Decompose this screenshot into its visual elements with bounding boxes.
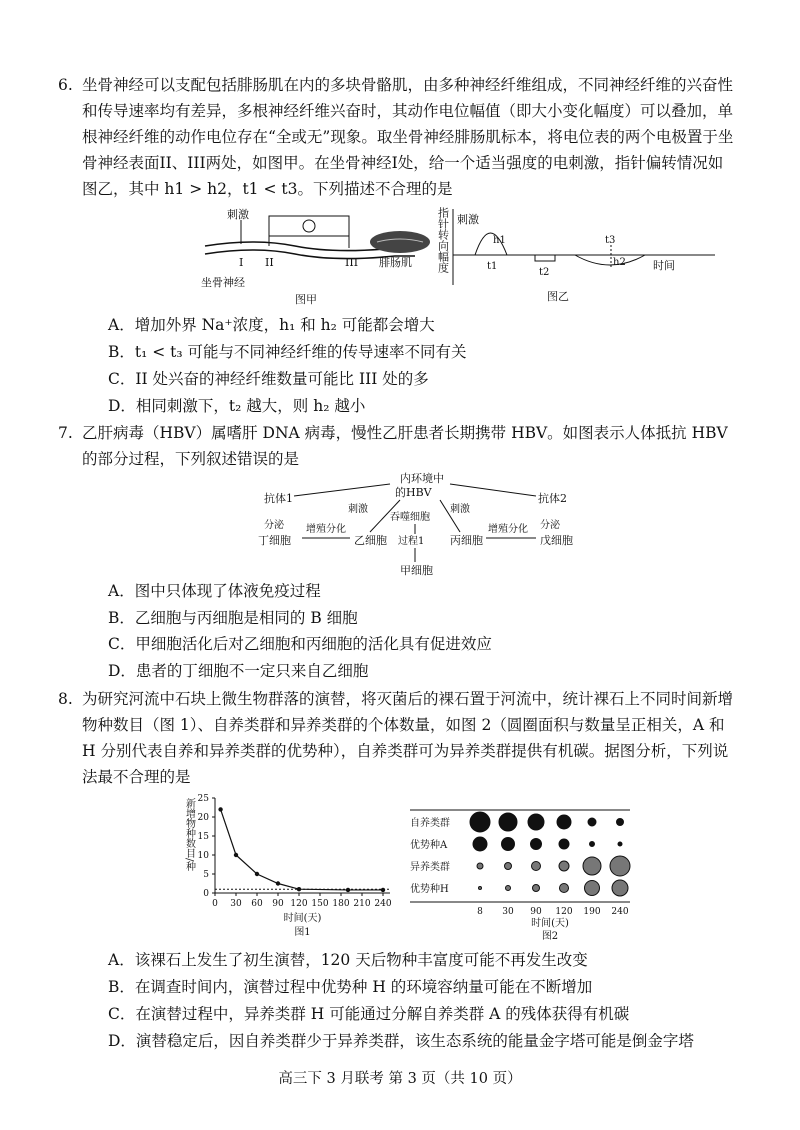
- h1-label: h1: [493, 235, 506, 246]
- muscle-label: 腓肠肌: [379, 256, 412, 269]
- bubble: [473, 837, 487, 851]
- question-6: [58, 72, 737, 202]
- figure-7: [250, 472, 620, 584]
- option-d: D．患者的丁细胞不一定只来自乙细胞: [108, 662, 369, 680]
- bubble: [610, 856, 630, 876]
- data-point: [346, 888, 350, 892]
- x-tick-label: 90: [530, 907, 542, 917]
- bubble: [470, 812, 490, 832]
- bubble: [588, 818, 596, 826]
- phagocyte-label: 吞噬细胞: [390, 512, 430, 523]
- bubble: [533, 885, 540, 892]
- figure-8-1-line-chart: [175, 788, 405, 948]
- bubble: [502, 838, 515, 851]
- bubble: [477, 863, 483, 869]
- figure-6-a: [195, 208, 435, 308]
- question-number: 8.: [58, 690, 73, 708]
- bubble: [557, 815, 571, 829]
- bubble: [532, 862, 541, 871]
- x-axis-label: 时间(天): [531, 918, 569, 929]
- page-footer: 高三下 3 月联考 第 3 页（共 10 页）: [278, 1071, 522, 1087]
- cell-wu: 戊细胞: [540, 534, 573, 547]
- figure-caption: 图甲: [295, 293, 317, 306]
- option-d: D．演替稳定后，因自养类群少于异养类群，该生态系统的能量金字塔可能是倒金字塔: [108, 1032, 694, 1050]
- bubble: [506, 886, 511, 891]
- option-d: D．相同刺激下，t₂ 越大，则 h₂ 越小: [108, 397, 366, 415]
- data-point: [381, 888, 385, 892]
- nerve-label: 坐骨神经: [201, 276, 245, 289]
- question-number: 7.: [58, 424, 73, 442]
- bubble: [618, 842, 622, 846]
- y-tick-label: 20: [197, 813, 209, 823]
- option-a: A．增加外界 Na⁺浓度，h₁ 和 h₂ 可能都会增大: [108, 316, 435, 334]
- data-point: [297, 887, 301, 891]
- bubble: [612, 880, 628, 896]
- diff-1: 增殖分化: [306, 524, 346, 535]
- y-tick-label: 5: [203, 870, 209, 880]
- x-tick-label: 240: [374, 899, 392, 909]
- x-tick-label: 240: [611, 907, 629, 917]
- x-tick-label: 90: [272, 899, 284, 909]
- question-stem: 为研究河流中石块上微生物群落的演替，将灭菌后的裸石置于河流中，统计裸石上不同时间新增物种数目（图 1）、自养类群和异养类群的个体数量，如图 2（圆圈面积与数量呈正相关，A 和 H 分别代表自养和异养类群的优势种），自养类群可为异养类群提供有机碳。据图分析，下列说法最不合理的是: [82, 690, 734, 786]
- option-c: C．II 处兴奋的神经纤维数量可能比 III 处的多: [108, 370, 429, 388]
- stim-label: 刺激: [227, 208, 249, 221]
- cell-jia: 甲细胞: [400, 564, 433, 577]
- question-stem: 乙肝病毒（HBV）属嗜肝 DNA 病毒，慢性乙肝患者长期携带 HBV。如图表示人体抵抗 HBV 的部分过程，下列叙述错误的是: [82, 424, 728, 468]
- option-b: B．乙细胞与丙细胞是相同的 B 细胞: [108, 609, 358, 627]
- data-point: [255, 872, 259, 876]
- figure-6-b: [435, 205, 735, 305]
- y-tick-label: 10: [197, 851, 209, 861]
- y-tick-label: 0: [203, 889, 209, 899]
- x-tick-label: 60: [251, 899, 263, 909]
- bubble: [590, 842, 595, 847]
- question-number: 6.: [58, 76, 73, 94]
- stim-label: 刺激: [457, 213, 479, 226]
- bubble: [560, 884, 569, 893]
- x-tick-label: 210: [353, 899, 371, 909]
- x-tick-label: 0: [212, 899, 218, 909]
- figure-8-2-bubble-chart: [405, 805, 645, 945]
- process-1-label: 过程1: [398, 536, 425, 547]
- point-3-label: III: [345, 256, 359, 269]
- x-tick-label: 150: [311, 899, 329, 909]
- option-c: C．甲细胞活化后对乙细胞和丙细胞的活化具有促进效应: [108, 635, 492, 653]
- t2-label: t2: [539, 267, 550, 278]
- point-1-label: I: [239, 256, 244, 269]
- question-stem: 坐骨神经可以支配包括腓肠肌在内的多块骨骼肌，由多种神经纤维组成，不同神经纤维的兴奋性和传导速率均有差异，多根神经纤维兴奋时，其动作电位幅值（即大小变化幅度）可以叠加，单根神经纤维的动作电位存在“全或无”现象。取坐骨神经腓肠肌标本，将电位表的两个电极置于坐骨神经表面II、III两处，如图甲。在坐骨神经I处，给一个适当强度的电刺激，指针偏转情况如图乙，其中 h1 > h2，t1 < t3。下列描述不合理的是: [82, 76, 734, 198]
- bubble: [559, 861, 569, 871]
- bubble: [479, 887, 482, 890]
- question-7: [58, 420, 737, 472]
- option-a: A．该裸石上发生了初生演替，120 天后物种丰富度可能不再发生改变: [108, 951, 588, 969]
- t1-label: t1: [487, 261, 498, 272]
- diff-2: 增殖分化: [488, 524, 528, 535]
- h2-label: h2: [613, 257, 626, 268]
- x-tick-label: 180: [332, 899, 350, 909]
- y-tick-label: 25: [197, 794, 209, 804]
- stim-1: 刺激: [348, 504, 368, 515]
- antibody-2: 抗体2: [538, 492, 567, 505]
- x-tick-label: 8: [477, 907, 483, 917]
- y-tick-label: 15: [197, 832, 209, 842]
- secrete-1: 分泌: [264, 520, 284, 531]
- data-point: [218, 807, 222, 811]
- series-line: [221, 809, 383, 890]
- chart-title: 图1: [294, 927, 311, 938]
- cell-yi: 乙细胞: [354, 534, 387, 547]
- secrete-2: 分泌: [540, 520, 560, 531]
- x-tick-label: 30: [230, 899, 242, 909]
- series-label: 优势种H: [410, 884, 449, 895]
- option-c: C．在演替过程中，异养类群 H 可能通过分解自养类群 A 的残体获得有机碳: [108, 1005, 630, 1023]
- data-point: [234, 853, 238, 857]
- stim-2: 刺激: [450, 504, 470, 515]
- point-2-label: II: [265, 256, 274, 269]
- x-tick-label: 120: [555, 907, 573, 917]
- bubble: [585, 881, 600, 896]
- bubble: [528, 814, 544, 830]
- t3-label: t3: [605, 235, 616, 246]
- x-axis-label: 时间: [653, 259, 675, 272]
- bubble: [559, 839, 569, 849]
- cell-ding: 丁细胞: [258, 534, 291, 547]
- question-8: [58, 686, 737, 790]
- y-axis-label: 指针转向幅度: [436, 207, 450, 273]
- x-tick-label: 30: [502, 907, 514, 917]
- hbv-label: 内环境中: [400, 472, 444, 485]
- option-b: B．在调查时间内，演替过程中优势种 H 的环境容纳量可能在不断增加: [108, 978, 593, 996]
- x-tick-label: 120: [290, 899, 308, 909]
- bubble: [499, 813, 517, 831]
- bubble: [505, 863, 512, 870]
- x-axis-label: 时间(天): [283, 913, 322, 924]
- option-b: B．t₁ < t₃ 可能与不同神经纤维的传导速率不同有关: [108, 343, 467, 361]
- cell-bing: 丙细胞: [450, 534, 483, 547]
- data-point: [276, 881, 280, 885]
- series-label: 优势种A: [410, 840, 448, 851]
- option-a: A．图中只体现了体液免疫过程: [108, 582, 321, 600]
- bubble: [583, 857, 601, 875]
- bubble: [531, 839, 542, 850]
- series-label: 自养类群: [410, 818, 450, 829]
- figure-caption: 图乙: [547, 290, 569, 303]
- bubble: [617, 819, 624, 826]
- x-tick-label: 190: [583, 907, 601, 917]
- series-label: 异养类群: [410, 862, 450, 873]
- chart-title: 图2: [541, 931, 559, 942]
- antibody-1: 抗体1: [264, 492, 293, 505]
- y-axis-label: 新增物种数目/种: [183, 798, 195, 872]
- hbv-label-2: 的HBV: [395, 486, 432, 499]
